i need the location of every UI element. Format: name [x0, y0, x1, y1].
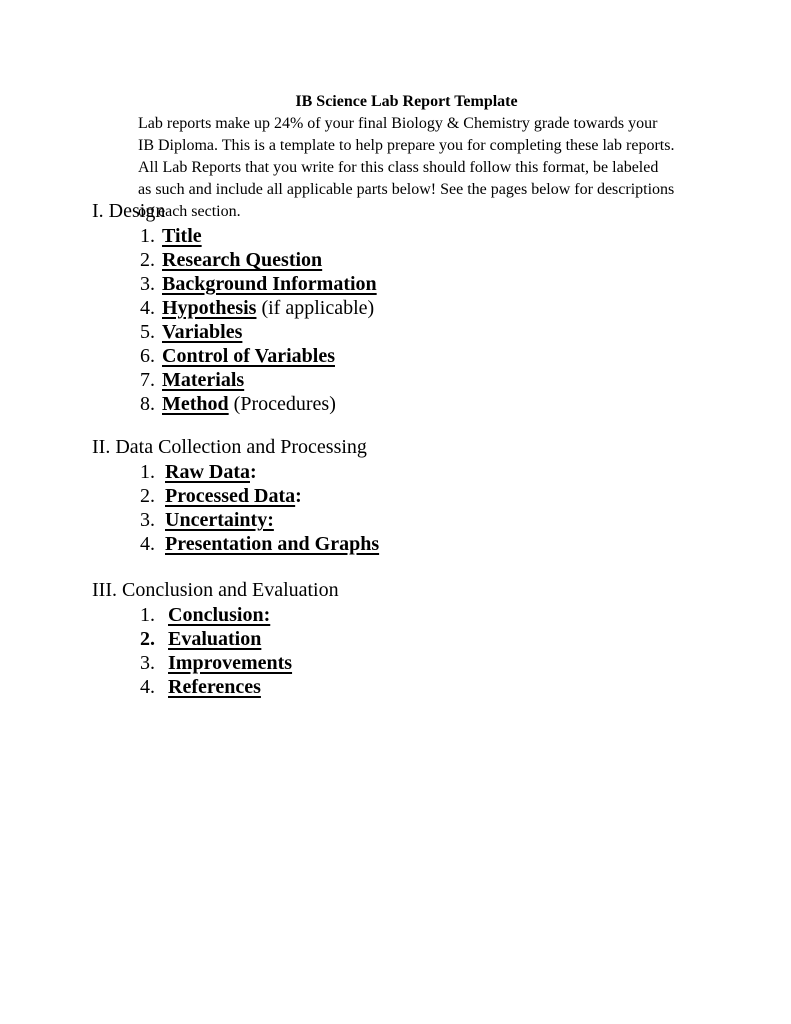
- item-number: 3.: [140, 509, 155, 531]
- item-term: Control of Variables: [162, 345, 335, 367]
- item-number: 2.: [140, 249, 155, 271]
- list-item: [92, 651, 379, 675]
- item-term: Background Information: [162, 273, 377, 295]
- list-item: [92, 224, 379, 248]
- item-suffix: :: [295, 485, 302, 507]
- list-item: [92, 627, 379, 651]
- outline: [92, 198, 379, 699]
- item-number: 4.: [140, 297, 155, 319]
- item-term: Improvements: [168, 652, 293, 674]
- list-item: [92, 392, 379, 416]
- item-term: Research Question: [162, 249, 323, 271]
- item-term: Hypothesis: [162, 297, 257, 319]
- section-data-collection: [92, 434, 379, 556]
- intro-paragraph: Lab reports make up 24% of your final Biology & Chemistry grade towards your IB Diploma. This is a template to help prepare you for completing these lab reports. All Lab Reports that you write for this class should follow this format, be labeled as such and include all applicable parts below! See the pages below for descriptions on each section.: [138, 115, 675, 220]
- list-item: [92, 368, 379, 392]
- list-item: [92, 508, 379, 532]
- section-items: [92, 460, 379, 556]
- item-number: 3.: [140, 652, 155, 674]
- section-conclusion: [92, 577, 379, 699]
- section-heading: III. Conclusion and Evaluation: [92, 579, 339, 601]
- item-suffix: (Procedures): [228, 393, 336, 415]
- section-heading: II. Data Collection and Processing: [92, 436, 367, 458]
- item-number: 1.: [140, 225, 155, 247]
- item-term: Raw Data: [165, 461, 250, 483]
- list-item: [92, 248, 379, 272]
- section-design: [92, 198, 379, 416]
- item-term: Uncertainty:: [165, 509, 274, 531]
- item-term: Variables: [162, 321, 243, 343]
- item-term: Materials: [162, 369, 245, 391]
- list-item: [92, 484, 379, 508]
- item-term: Method: [162, 393, 229, 415]
- item-term: Title: [162, 225, 202, 247]
- list-item: [92, 320, 379, 344]
- item-term: References: [168, 676, 261, 698]
- item-suffix: :: [250, 461, 257, 483]
- item-number: 1.: [140, 461, 155, 483]
- item-number: 2.: [140, 485, 155, 507]
- item-number: 3.: [140, 273, 155, 295]
- list-item: [92, 272, 379, 296]
- item-term: Conclusion:: [168, 604, 271, 626]
- section-items: [92, 603, 379, 699]
- item-number: 2.: [140, 628, 155, 650]
- list-item: [92, 675, 379, 699]
- list-item: [92, 344, 379, 368]
- item-number: 7.: [140, 369, 155, 391]
- list-item: [92, 603, 379, 627]
- list-item: [92, 532, 379, 556]
- list-item: [92, 460, 379, 484]
- item-term: Evaluation: [168, 628, 262, 650]
- item-number: 8.: [140, 393, 155, 415]
- list-item: [92, 296, 379, 320]
- item-suffix: (if applicable): [256, 297, 375, 319]
- section-heading: I. Design: [92, 200, 166, 222]
- item-term: Presentation and Graphs: [165, 533, 380, 555]
- item-number: 6.: [140, 345, 155, 367]
- item-number: 5.: [140, 321, 155, 343]
- document-title: IB Science Lab Report Template: [295, 93, 518, 110]
- item-number: 4.: [140, 676, 155, 698]
- item-number: 1.: [140, 604, 155, 626]
- item-term: Processed Data: [165, 485, 296, 507]
- item-number: 4.: [140, 533, 155, 555]
- section-items: [92, 224, 379, 416]
